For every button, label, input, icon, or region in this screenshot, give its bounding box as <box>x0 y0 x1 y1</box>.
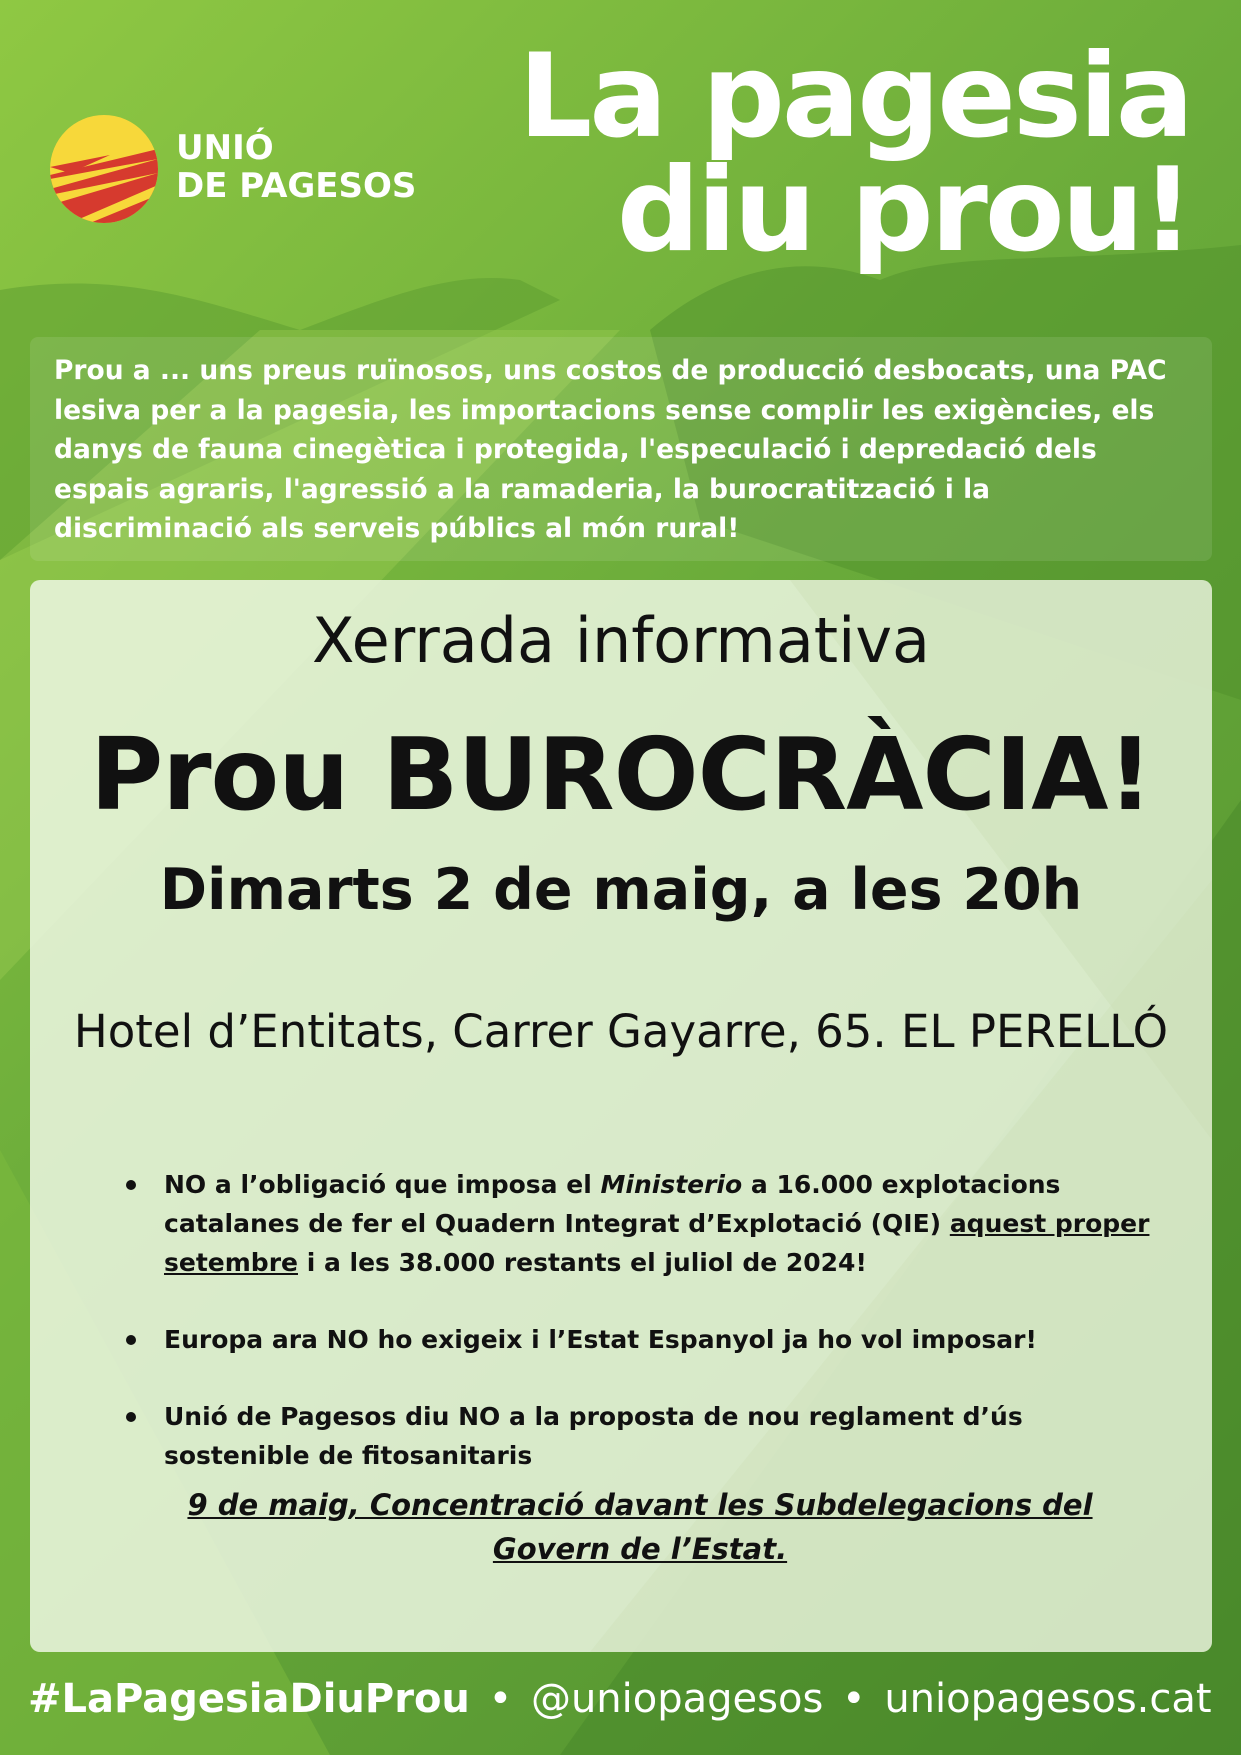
title-line-1: La pagesia <box>518 29 1191 164</box>
campaign-title <box>491 29 1191 278</box>
bullet-dot <box>126 1180 136 1190</box>
title-line-2: diu prou! <box>616 143 1191 278</box>
event-panel <box>30 580 1212 1652</box>
bullet-list <box>122 1165 1162 1475</box>
footer <box>28 1676 1218 1722</box>
unio-de-pagesos-logo <box>50 115 450 225</box>
event-headline: Prou BUROCRÀCIA! <box>89 716 1153 833</box>
bullet-qie-part1: NO a l’obligació que imposa el <box>164 1170 601 1199</box>
intro-text <box>54 351 1194 549</box>
logo-line-1: UNIÓ <box>176 128 274 168</box>
bullet-dot <box>126 1335 136 1345</box>
footer-separator: • <box>488 1676 513 1722</box>
bullet-qie-part2: a 16.000 explotacions catalanes de fer el Quadern Integrat d’Explotació (QIE) <box>164 1170 1061 1238</box>
bullet-phytosanitary-text: Unió de Pagesos diu NO a la proposta de nou reglament d’ús sostenible de fitosanitaris <box>164 1402 1023 1470</box>
logo-line-2: DE PAGESOS <box>176 166 417 206</box>
footer-website: uniopagesos.cat <box>884 1676 1212 1722</box>
event-location: Hotel d’Entitats, Carrer Gayarre, 65. EL PERELLÓ <box>73 1005 1169 1058</box>
bullet-qie-ministry: Ministerio <box>600 1170 743 1199</box>
bullet-item-europe <box>122 1320 1162 1359</box>
logo-sun-icon <box>50 115 158 223</box>
logo-wordmark <box>176 129 416 205</box>
bullet-qie-part3: i a les 38.000 restants el juliol de 2024! <box>297 1248 867 1277</box>
event-subtitle: Xerrada informativa <box>311 604 931 677</box>
intro-box <box>30 337 1212 561</box>
event-date: Dimarts 2 de maig, a les 20h <box>159 857 1083 923</box>
footer-separator: • <box>842 1676 866 1722</box>
intro-body: uns preus ruïnosos, uns costos de producció desbocats, una PAC lesiva per a la pagesia, les importacions sense complir les exigències, els danys de fauna cinegètica i protegida, l'especulació i depredació dels espais agraris, l'agressió a la ramaderia, la burocratització i la discriminació als serveis públics al món rural! <box>54 355 1167 544</box>
bullet-europe-text: Europa ara NO ho exigeix i l’Estat Espanyol ja ho vol imposar! <box>164 1325 1037 1354</box>
intro-lead: Prou a ... <box>54 355 191 386</box>
bullet-item-qie <box>122 1165 1162 1282</box>
footer-handle: @uniopagesos <box>530 1676 824 1722</box>
footer-hashtag: #LaPagesiaDiuProu <box>28 1676 470 1722</box>
bullet-item-phytosanitary <box>122 1397 1162 1475</box>
bullet-qie-underlined: aquest proper setembre <box>164 1209 1150 1277</box>
closing-announcement: 9 de maig, Concentració davant les Subdelegacions del Govern de l’Estat. <box>187 1488 1093 1566</box>
bullet-dot <box>126 1412 136 1422</box>
